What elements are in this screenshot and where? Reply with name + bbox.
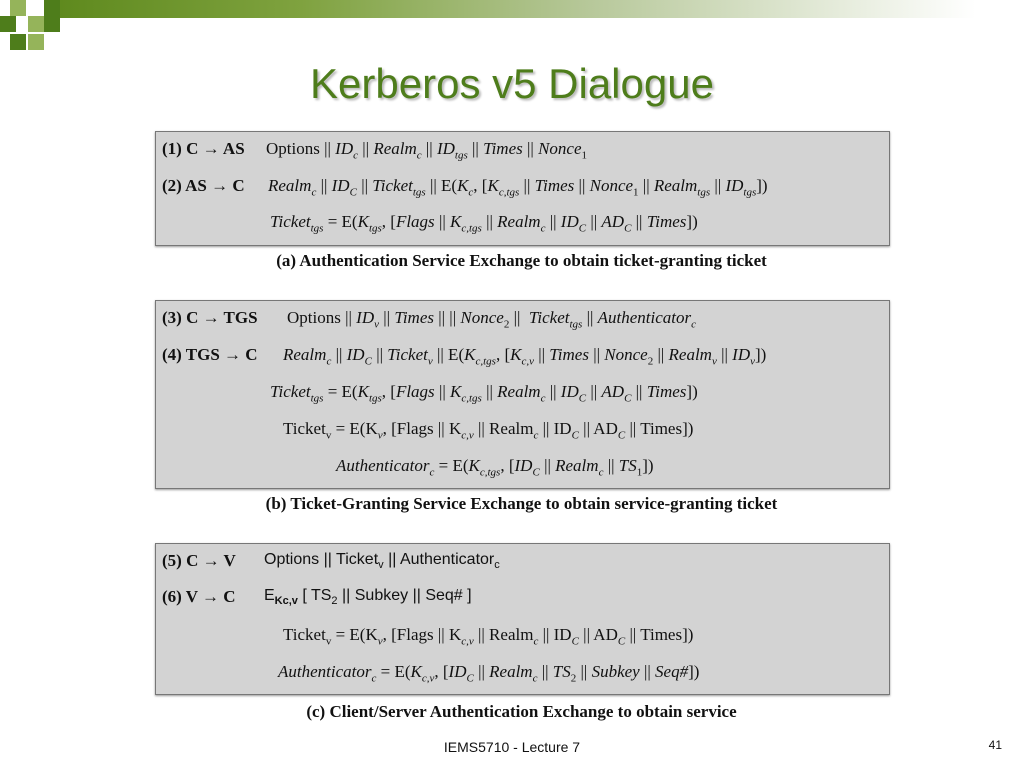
ticket-tgs-definition: Ticket$_{tgs}$ = $E(K_{tgs}$, [Flags || $K_{c,tgs}$ || Realm$_c$ || $ID_C$ || $AD_C$ || Times]) bbox=[270, 212, 698, 235]
authenticator-definition: Authenticator$_c$ = $E(K_{c,tgs}$, [$ID_C$ || Realm$_c$ || $TS_1$]) bbox=[336, 456, 654, 479]
decor-square bbox=[10, 34, 26, 50]
step-2-message: Realm$_c$ || $ID_C$ || Ticket$_{tgs}$ || $E(K_c$, [$K_{c,tgs}$ || Times || Nonce$_1$ || Realm$_{tgs}$ || $ID_{tgs}$]) bbox=[268, 176, 768, 199]
decor-square bbox=[10, 0, 26, 16]
ticket-tgs-definition: Ticket$_{tgs}$ = $E(K_{tgs}$, [Flags || $K_{c,tgs}$ || Realm$_c$ || $ID_C$ || $AD_C$ || Times]) bbox=[270, 382, 698, 405]
step-4-label: (4) TGS → C bbox=[162, 345, 258, 364]
decor-square bbox=[28, 16, 44, 32]
step-3-label: (3) C → TGS bbox=[162, 308, 258, 327]
decor-square bbox=[0, 16, 16, 32]
step-6-label: (6) V → C bbox=[162, 587, 236, 606]
decor-square bbox=[28, 34, 44, 50]
slide-title: Kerberos v5 Dialogue bbox=[310, 60, 714, 107]
step-6-message: $E_{Kc,v}$ [ $TS_2$ || Subkey || Seq# ] bbox=[264, 587, 472, 608]
step-3-message: Options || $ID_v$ || Times || || Nonce$_2$ || Ticket$_{tgs}$ || Authenticator$_c$ bbox=[287, 308, 697, 331]
page-number: 41 bbox=[988, 738, 1002, 752]
decor-square bbox=[44, 0, 60, 16]
ticket-v-definition: Ticket$_v$ = $E(K_v$, [Flags || $K_{c,v}$ || Realm$_c$ || $ID_C$ || $AD_C$ || Times]) bbox=[283, 419, 694, 442]
step-4-message: Realm$_c$ || $ID_C$ || Ticket$_v$ || $E(K_{c,tgs}$, [$K_{c,v}$ || Times || Nonce$_2$ || Realm$_v$ || $ID_v$]) bbox=[283, 345, 767, 368]
footer-text: IEMS5710 - Lecture 7 bbox=[443, 739, 581, 755]
step-2-label: (2) AS → C bbox=[162, 176, 245, 195]
step-5-label: (5) C → V bbox=[162, 551, 236, 570]
step-1-message: Options || $ID_c$ || Realm$_c$ || $ID_{tgs}$ || Times || Nonce$_1$ bbox=[266, 139, 587, 162]
panel-b-caption: (b) Ticket-Granting Service Exchange to obtain service-granting ticket bbox=[265, 494, 778, 513]
step-1-label: (1) C → AS bbox=[162, 139, 245, 158]
header-gradient-bar bbox=[60, 0, 1024, 18]
ticket-v-definition: Ticket$_v$ = $E(K_v$, [Flags || $K_{c,v}$ || Realm$_c$ || $ID_C$ || $AD_C$ || Times]) bbox=[283, 625, 694, 648]
decor-square bbox=[44, 16, 60, 32]
step-5-message: Options || Ticket$_v$ || Authenticator$_c$ bbox=[264, 551, 500, 572]
panel-c-caption: (c) Client/Server Authentication Exchange to obtain service bbox=[306, 702, 737, 721]
panel-a-caption: (a) Authentication Service Exchange to obtain ticket-granting ticket bbox=[276, 251, 767, 270]
authenticator-definition: Authenticator$_c$ = $E(K_{c,v}$, [$ID_C$ || Realm$_c$ || $TS_2$ || Subkey || Seq#]) bbox=[278, 662, 700, 685]
